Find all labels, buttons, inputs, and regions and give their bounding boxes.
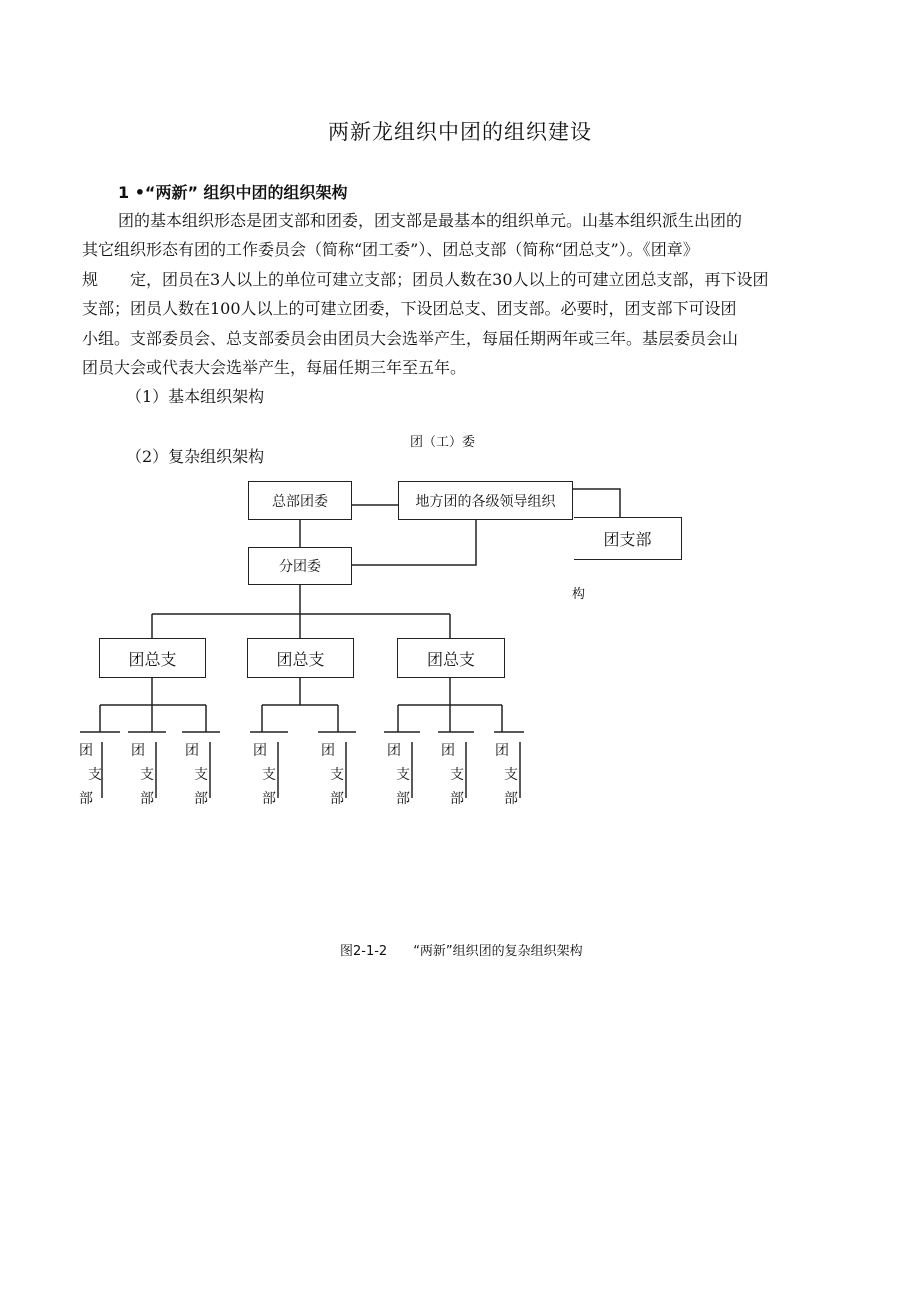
leaf-branch: 团 支 部 [79, 743, 102, 807]
sub-committee-label: 分团委 [279, 559, 321, 575]
paragraph-line: 其它组织形态有团的工作委员会（简称“团工委”）、团总支部（简称“团总支”）。《团章》 [82, 240, 699, 260]
right-branch-label: 团支部 [603, 530, 652, 549]
paragraph-line: 团员大会或代表大会选举产生，每届任期三年至五年。 [82, 358, 467, 378]
leaf-branch: 团 支 部 [185, 743, 208, 807]
hq-committee-label: 总部团委 [272, 493, 328, 510]
leaf-branch: 团 支 部 [131, 743, 154, 807]
general-branch-label: 团总支 [128, 649, 177, 669]
leaf-branch: 团 支 部 [321, 743, 344, 807]
subheading-complex-structure: （2）复杂组织架构 [126, 447, 265, 466]
figure-caption: 图2-1-2 “两新”组织团的复杂组织架构 [340, 944, 583, 959]
paragraph-line: 团的基本组织形态是团支部和团委，团支部是最基本的组织单元。山基本组织派生出团的 [118, 211, 743, 230]
floating-label-committee: 团（工）委 [410, 435, 476, 450]
paragraph-line: 小组。支部委员会、总支部委员会由团员大会选举产生，每届任期两年或三年。基层委员会山 [82, 328, 739, 348]
leaf-branch: 团 支 部 [253, 743, 276, 807]
general-branch-label: 团总支 [276, 649, 325, 669]
general-branch-label: 团总支 [426, 649, 475, 669]
leaf-branch: 团 支 部 [495, 743, 518, 807]
subheading-basic-structure: （1）基本组织架构 [126, 387, 265, 406]
local-leaders-label: 地方团的各级领导组织 [415, 493, 556, 510]
leaf-branch: 团 支 部 [441, 743, 464, 807]
general-branch-box [397, 638, 505, 678]
paragraph-line: 支部；团员人数在100人以上的可建立团委，下设团总支、团支部。必要时，团支部下可设团 [82, 299, 737, 319]
hq-committee-box [248, 481, 352, 520]
general-branch-box [247, 638, 354, 678]
page-title: 两新龙组织中团的组织建设 [328, 120, 592, 144]
paragraph-line: 规 定，团员在3人以上的单位可建立支部；团员人数在30人以上的可建立团总支部，再下设团 [82, 269, 769, 289]
general-branch-box [99, 638, 206, 678]
section-heading: 1 •“两新” 组织中团的组织架构 [118, 183, 348, 202]
sub-committee-box [248, 547, 352, 585]
local-leaders-box [398, 481, 573, 520]
right-branch-suffix: 构 [572, 587, 586, 602]
right-branch-box [574, 517, 682, 560]
leaf-branch: 团 支 部 [387, 743, 410, 807]
